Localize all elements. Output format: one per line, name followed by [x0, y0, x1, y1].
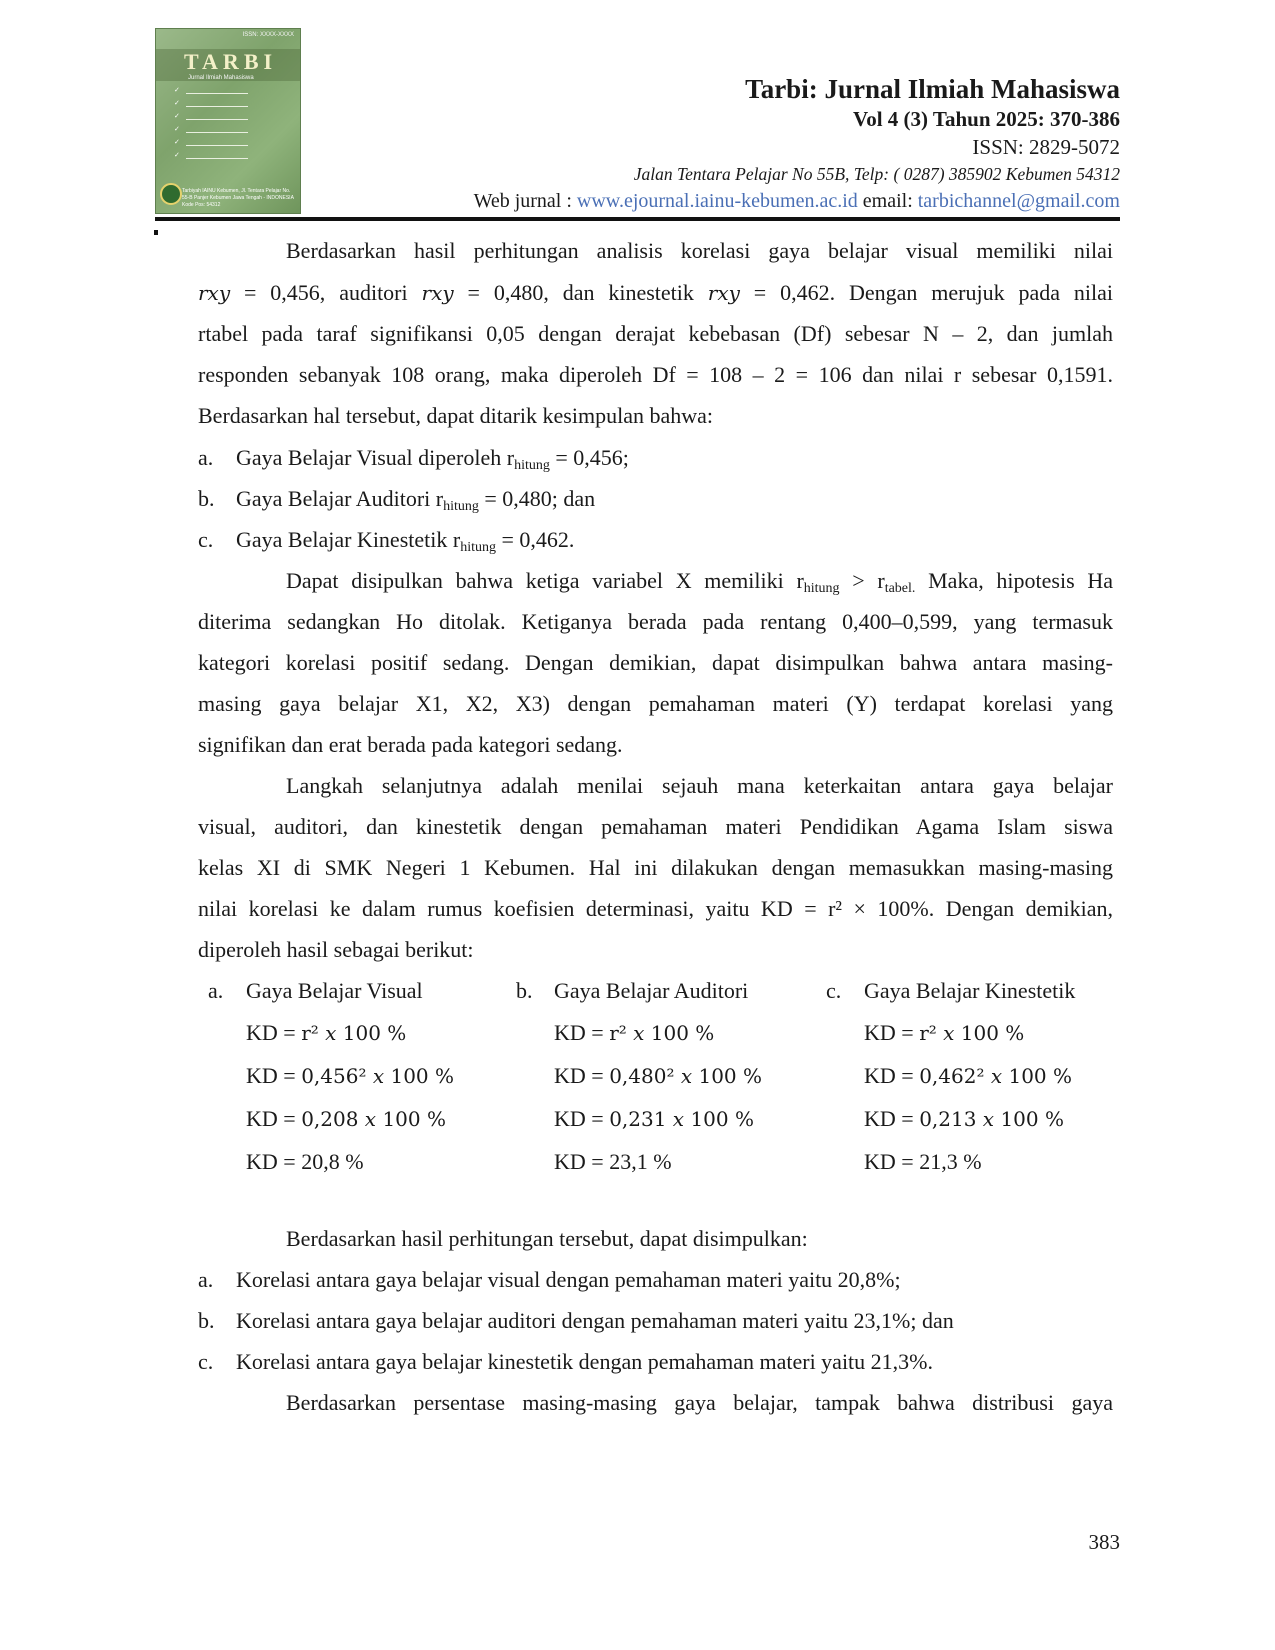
journal-cover-image	[155, 28, 301, 214]
p1-line4: responden sebanyak 108 orang, maka diperoleh Df = 108 – 2 = 106 dan nilai r sebesar 0,1591.	[198, 362, 1113, 387]
p1-line5: Berdasarkan hal tersebut, dapat ditarik kesimpulan bahwa:	[198, 403, 713, 428]
p2-line4: masing gaya belajar X1, X2, X3) dengan pemahaman materi (Y) terdapat korelasi yang	[198, 691, 1113, 716]
p3-line4: nilai korelasi ke dalam rumus koefisien determinasi, yaitu KD = r² × 100%. Dengan demikian,	[198, 896, 1113, 921]
list-item: b. Gaya Belajar Auditori $r_{hitung} = 0,480$; dan	[198, 486, 596, 514]
list-item: b. Korelasi antara gaya belajar auditori dengan pemahaman materi yaitu 23,1%; dan	[198, 1308, 954, 1333]
p3-line5: diperoleh hasil sebagai berikut:	[198, 937, 474, 962]
list-item: a. Korelasi antara gaya belajar visual dengan pemahaman materi yaitu 20,8%;	[198, 1267, 901, 1292]
journal-title: Tarbi: Jurnal Ilmiah Mahasiswa	[745, 74, 1120, 104]
cover-lines	[186, 93, 248, 171]
list-item: c. Gaya Belajar Kinestetik $r_{hitung} = 0,462$.	[198, 527, 575, 555]
email-link[interactable]: tarbichannel@gmail.com	[917, 190, 1120, 212]
list-item: a. Gaya Belajar Visual diperoleh $r_{hitung} = 0,456$;	[198, 445, 629, 473]
p3-line1: Langkah selanjutnya adalah menilai sejauh mana keterkaitan antara gaya belajar	[286, 773, 1113, 798]
cover-subtitle: Jurnal Ilmiah Mahasiswa	[188, 75, 254, 81]
kd-column-kinestetik: c. Gaya Belajar Kinestetik KD = r² x 100 % KD = 0,462² x 100 % KD = 0,213 x 100 % KD = 21,3 %	[826, 978, 1076, 1174]
cover-logo-icon	[160, 183, 182, 205]
journal-volume: Vol 4 (3) Tahun 2025: 370-386	[852, 107, 1120, 131]
p1-line1: Berdasarkan hasil perhitungan analisis korelasi gaya belajar visual memiliki nilai	[286, 238, 1113, 263]
list-item: c. Korelasi antara gaya belajar kinestetik dengan pemahaman materi yaitu 21,3%.	[198, 1349, 933, 1374]
journal-address: Jalan Tentara Pelajar No 55B, Telp: ( 0287) 385902 Kebumen 54312	[633, 164, 1120, 184]
cover-issn: ISSN: XXXX-XXXX	[242, 32, 294, 38]
cover-footer: Tarbiyah IAINU Kebumen, Jl. Tentara Pelajar No. 55-B Panjer Kebumen Jawa Tengah - INDONESIA Kode Pos: 54312	[182, 188, 294, 208]
kd-column-auditori: b. Gaya Belajar Auditori KD = r² x 100 % KD = 0,480² x 100 % KD = 0,231 x 100 % KD = 23,1 %	[516, 978, 763, 1174]
p2-line1: Dapat disipulkan bahwa ketiga variabel X memiliki $r_{hitung} > r_{tabel.}$ Maka, hipotesis Ha	[286, 568, 1113, 596]
p3-line3: kelas XI di SMK Negeri 1 Kebumen. Hal ini dilakukan dengan memasukkan masing-masing	[198, 855, 1113, 880]
web-label: Web jurnal :	[473, 190, 577, 212]
p2-line2: diterima sedangkan Ho ditolak. Ketiganya berada pada rentang 0,400–0,599, yang termasuk	[198, 609, 1113, 634]
kd-column-visual: a. Gaya Belajar Visual KD = r² x 100 % KD = 0,456² x 100 % KD = 0,208 x 100 % KD = 20,8 %	[208, 978, 455, 1174]
p5-line1: Berdasarkan persentase masing-masing gaya belajar, tampak bahwa distribusi gaya	[286, 1390, 1113, 1415]
web-link[interactable]: www.ejournal.iainu-kebumen.ac.id	[576, 190, 858, 212]
page-number: 383	[1088, 1530, 1120, 1554]
header-bullet	[154, 230, 158, 235]
header-rule	[155, 217, 1120, 221]
journal-web-line	[474, 190, 1120, 213]
p4-line1: Berdasarkan hasil perhitungan tersebut, dapat disimpulkan:	[286, 1226, 808, 1251]
email-label: email:	[857, 190, 918, 212]
p2-line3: kategori korelasi positif sedang. Dengan demikian, dapat disimpulkan bahwa antara masing-	[198, 650, 1113, 675]
p2-line5: signifikan dan erat berada pada kategori sedang.	[198, 732, 623, 757]
journal-issn: ISSN: 2829-5072	[972, 135, 1120, 159]
p1-line2: rxy = 0,456, auditori rxy = 0,480, dan kinestetik rxy = 0,462. Dengan merujuk pada nilai	[198, 280, 1113, 305]
cover-title: TARBI	[184, 49, 278, 74]
p1-line3: rtabel pada taraf signifikansi 0,05 dengan derajat kebebasan (Df) sebesar N – 2, dan jumlah	[198, 321, 1113, 346]
p3-line2: visual, auditori, dan kinestetik dengan pemahaman materi Pendidikan Agama Islam siswa	[198, 814, 1113, 839]
